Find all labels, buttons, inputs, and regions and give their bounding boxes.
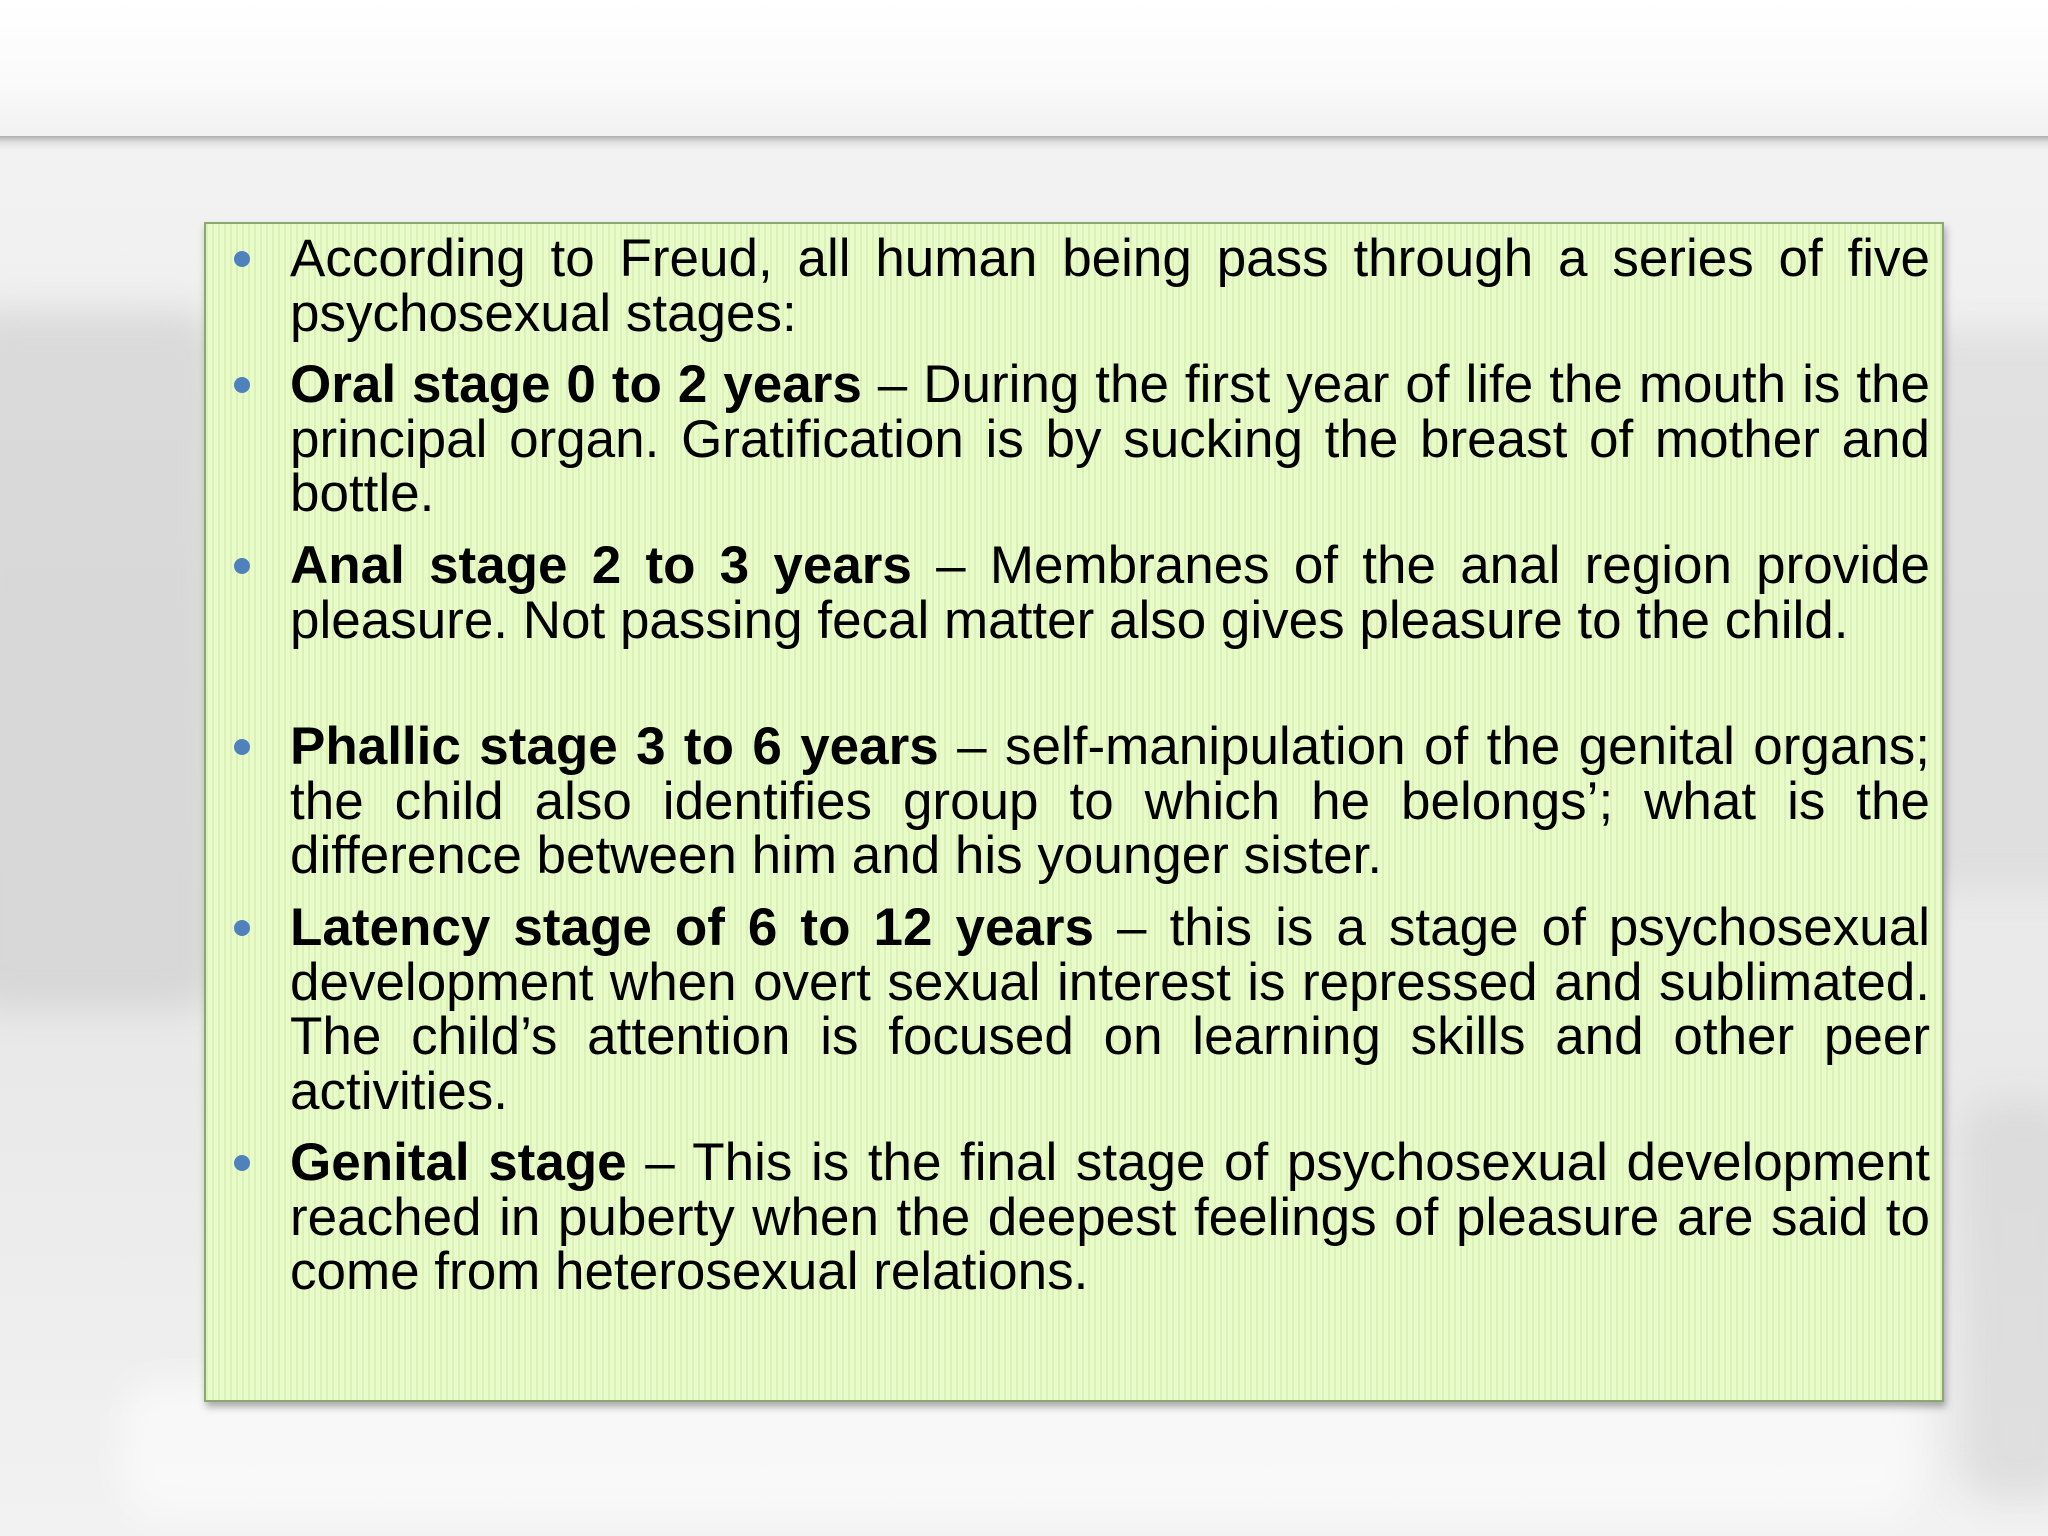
bullet-item-genital-stage	[290, 1133, 1930, 1301]
bullet-heading: Genital stage	[290, 1133, 627, 1192]
bullet-text: – this is a stage of psychosexual development when overt sexual interest is repressed and sublimated. The child’s attention is focused on learning skills and other peer activities.	[290, 898, 1930, 1121]
content-text-box	[204, 222, 1944, 1402]
bullet-dot-icon	[234, 558, 250, 574]
bullet-dot-icon	[234, 251, 250, 267]
background-blur-left	[0, 310, 220, 1010]
top-band-shadow	[0, 136, 2048, 150]
bullet-dot-icon	[234, 377, 250, 393]
bullet-dot-icon	[234, 1155, 250, 1171]
bullet-item-latency-stage	[290, 898, 1930, 1121]
bullet-text: – Membranes of the anal region provide pleasure. Not passing fecal matter also gives pleasure to the child.	[290, 536, 1931, 650]
bullet-heading: Oral stage 0 to 2 years	[290, 355, 862, 414]
bullet-text: – self-manipulation of the genital organs; the child also identifies group to which he belongs’; what is the difference between him and his younger sister.	[290, 717, 1931, 885]
bullet-heading: Anal stage 2 to 3 years	[290, 536, 912, 595]
bullet-dot-icon	[234, 739, 250, 755]
bullet-item-phallic-stage	[290, 717, 1931, 885]
bullet-heading: Latency stage of 6 to 12 years	[290, 898, 1095, 957]
bullet-text: According to Freud, all human being pass through a series of five psychosexual stages:	[290, 229, 1930, 343]
bullet-dot-icon	[234, 920, 250, 936]
bullet-text: – This is the final stage of psychosexual development reached in puberty when the deepest feelings of pleasure are said to come from heterosexual relations.	[290, 1133, 1930, 1301]
bullet-item-anal-stage	[290, 536, 1931, 650]
bullet-item-oral-stage	[290, 355, 1930, 523]
bullet-item-intro	[290, 229, 1930, 343]
bullet-heading: Phallic stage 3 to 6 years	[290, 717, 939, 776]
background-blur-corner	[1960, 1100, 2048, 1500]
top-title-band	[0, 0, 2048, 138]
bullet-text: – During the first year of life the mouth is the principal organ. Gratification is by sucking the breast of mother and bottle.	[290, 355, 1930, 523]
